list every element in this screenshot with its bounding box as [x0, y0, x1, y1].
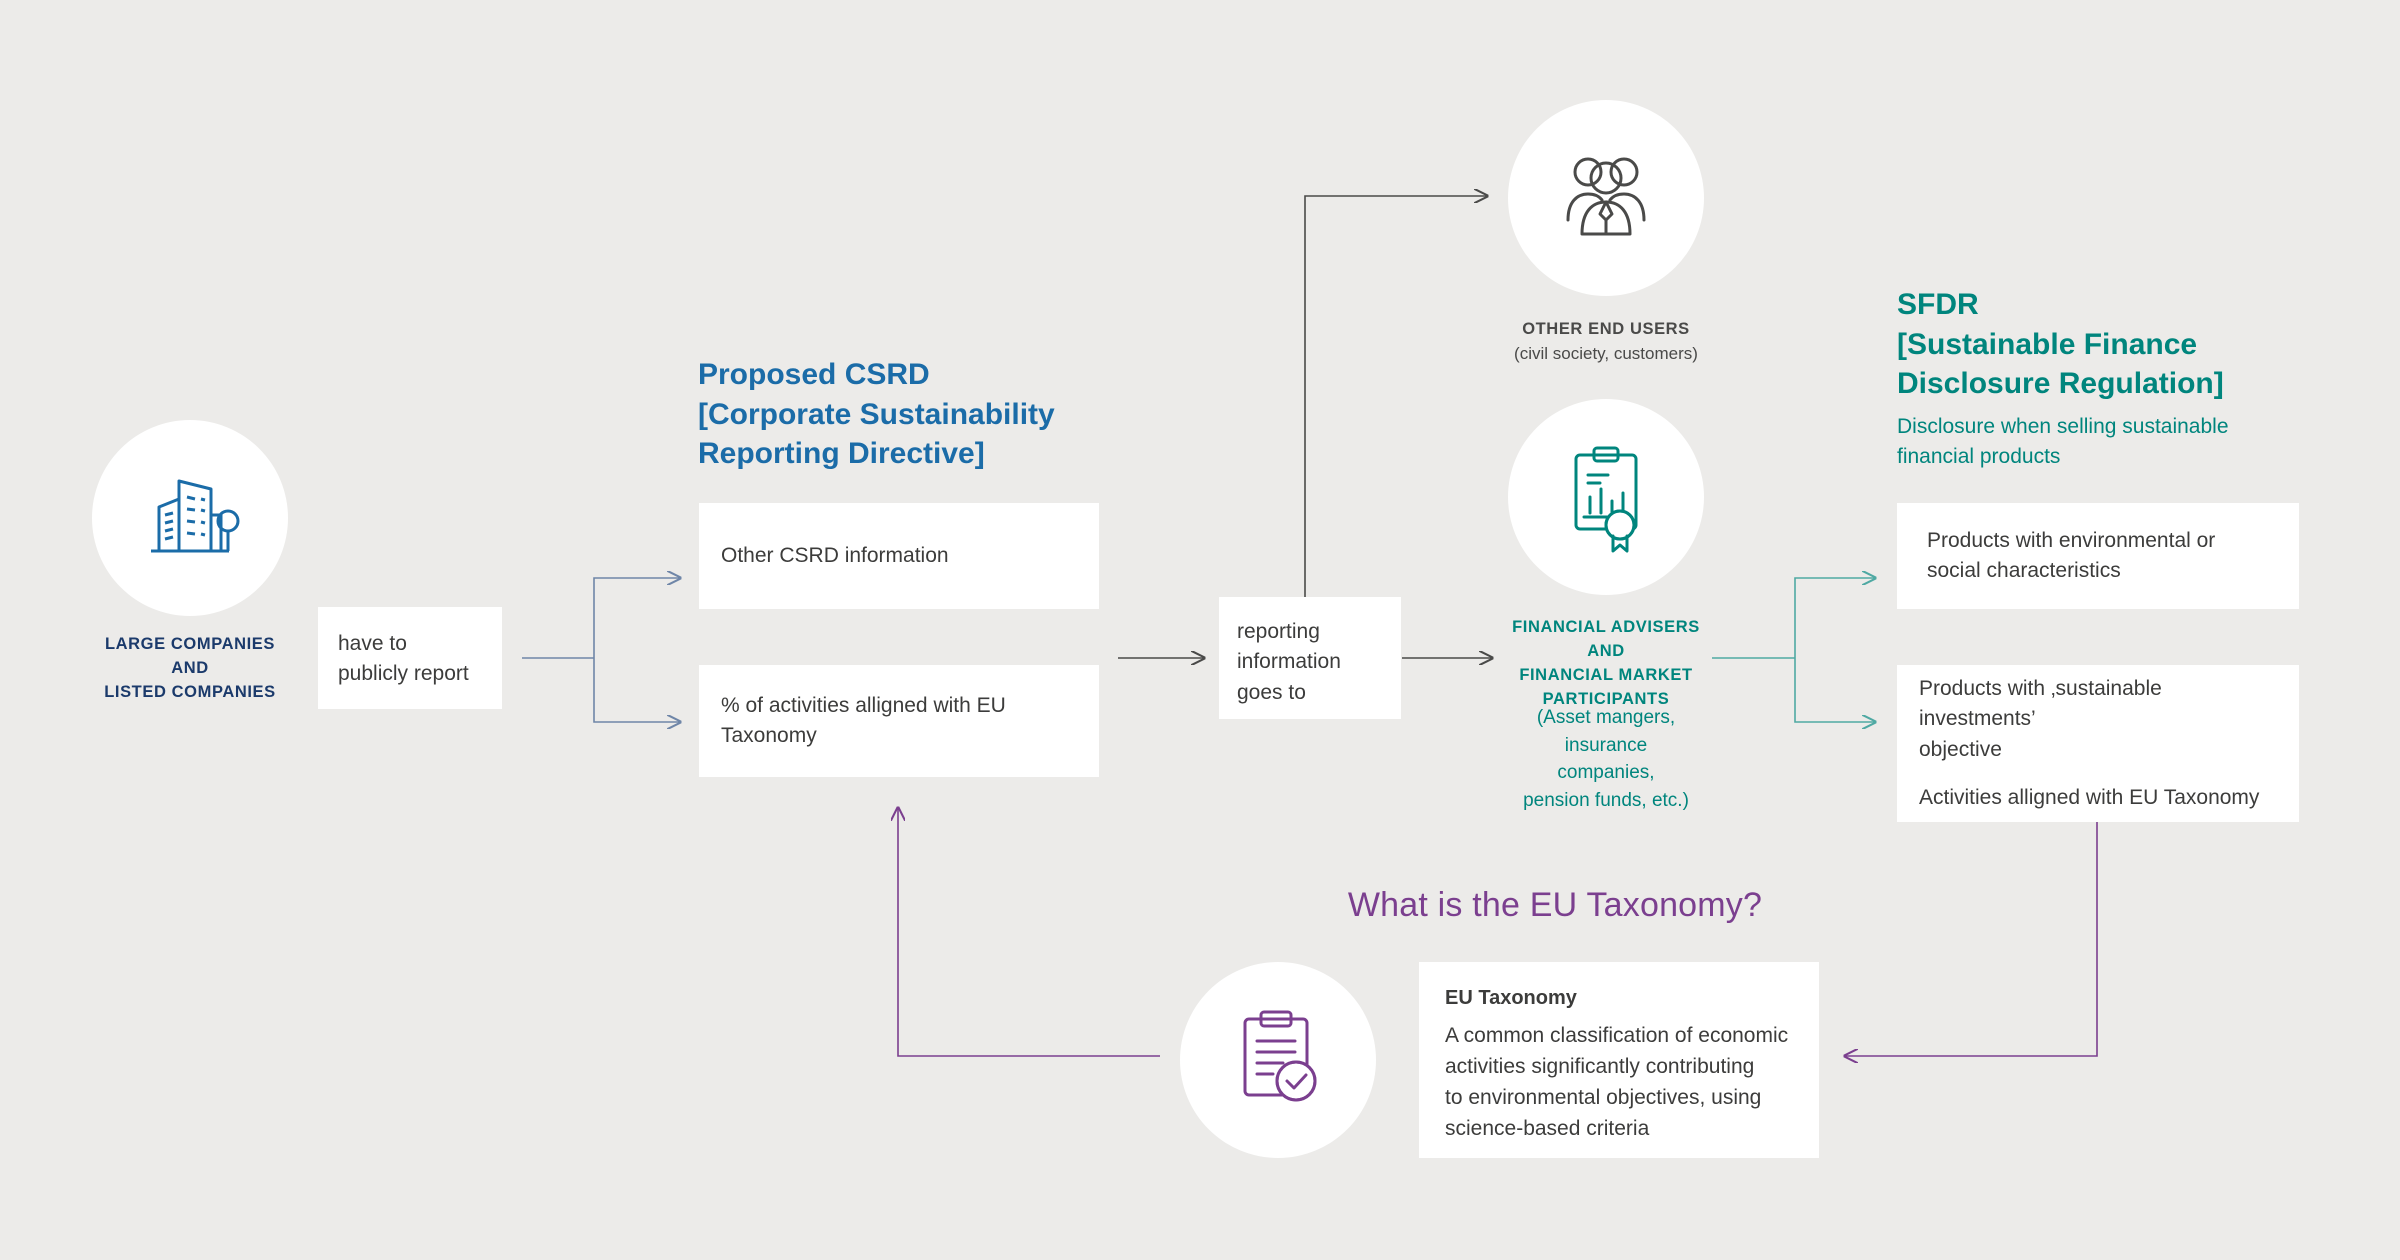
sfdr-headline-line1: SFDR — [1897, 288, 1979, 321]
eu-taxonomy-question: What is the EU Taxonomy? — [1347, 886, 1763, 924]
eu-taxonomy-icon-circle — [1180, 962, 1376, 1158]
other-end-users-label — [1456, 318, 1756, 367]
eu-taxonomy-desc-line2: activities significantly contributing — [1445, 1054, 1755, 1078]
large-companies-icon-circle — [92, 420, 288, 616]
sfdr-box2-line1: Products with ‚sustainable investments’ — [1919, 676, 2162, 731]
publicly-report-line1: have to — [338, 632, 407, 655]
sfdr-box2-line3: Activities alligned with EU Taxonomy — [1919, 785, 2260, 809]
csrd-headline-line3: Reporting Directive] — [698, 437, 985, 471]
large-companies-label-line3: LISTED COMPANIES — [104, 682, 276, 701]
sfdr-box1-line1: Products with environmental or — [1927, 528, 2216, 552]
financial-advisers-sub-line1: (Asset mangers, — [1536, 707, 1676, 728]
large-companies-label-line1: LARGE COMPANIES — [104, 635, 276, 653]
financial-advisers-line3: FINANCIAL MARKET — [1519, 665, 1693, 684]
sfdr-description-line2: financial products — [1897, 444, 2061, 468]
financial-advisers-label — [1480, 616, 1732, 712]
sfdr-box1-line2: social characteristics — [1927, 559, 2121, 582]
financial-advisers-sub — [1480, 704, 1732, 814]
financial-advisers-sub-line3: companies, — [1557, 762, 1655, 784]
csrd-other-information-box — [699, 503, 1099, 609]
other-end-users-label-text: OTHER END USERS — [1522, 320, 1690, 338]
sfdr-products-characteristics-box — [1897, 503, 2299, 609]
report-certificate-icon — [1550, 441, 1662, 553]
csrd-headline-line1: Proposed CSRD — [698, 358, 930, 391]
people-group-icon — [1550, 142, 1662, 254]
sfdr-description — [1897, 412, 2297, 472]
clipboard-check-icon — [1223, 1005, 1333, 1115]
large-companies-label — [60, 633, 320, 705]
large-companies-label-line2: AND — [171, 658, 209, 677]
reporting-information-box — [1219, 597, 1401, 719]
csrd-taxonomy-alignment-box — [699, 665, 1099, 777]
eu-taxonomy-description-box — [1419, 962, 1819, 1158]
reporting-line2: information — [1237, 650, 1341, 674]
sfdr-headline-line3: Disclosure Regulation] — [1897, 367, 2224, 401]
financial-advisers-line4: PARTICIPANTS — [1542, 689, 1670, 708]
csrd-headline — [698, 355, 1118, 474]
financial-advisers-icon-circle — [1508, 399, 1704, 595]
financial-advisers-sub-line2: insurance — [1564, 734, 1648, 756]
csrd-headline-line2: [Corporate Sustainability — [698, 397, 1055, 431]
financial-advisers-line1: FINANCIAL ADVISERS — [1512, 618, 1700, 636]
sfdr-headline-line2: [Sustainable Finance — [1897, 327, 2198, 361]
reporting-line3: goes to — [1237, 680, 1306, 704]
buildings-icon — [135, 463, 245, 573]
other-end-users-icon-circle — [1508, 100, 1704, 296]
reporting-line1: reporting — [1237, 620, 1320, 643]
sfdr-box2-line2: objective — [1919, 737, 2002, 761]
publicly-report-line2: publicly report — [338, 662, 469, 686]
eu-taxonomy-desc-line4: science-based criteria — [1445, 1116, 1650, 1140]
sfdr-description-line1: Disclosure when selling sustainable — [1897, 415, 2229, 438]
publicly-report-box — [318, 607, 502, 709]
sfdr-headline — [1897, 285, 2317, 404]
other-end-users-sub: (civil society, customers) — [1514, 343, 1698, 363]
csrd-other-information-text: Other CSRD information — [721, 543, 949, 567]
eu-taxonomy-desc-line1: A common classification of economic — [1445, 1023, 1789, 1047]
financial-advisers-line2: AND — [1587, 641, 1625, 660]
csrd-taxonomy-alignment-text: % of activities alligned with EU Taxonomy — [721, 693, 1006, 747]
sfdr-sustainable-investments-box — [1897, 665, 2299, 822]
eu-taxonomy-desc-line3: to environmental objectives, using — [1445, 1085, 1762, 1109]
eu-taxonomy-box-title: EU Taxonomy — [1445, 987, 1577, 1009]
financial-advisers-sub-line4: pension funds, etc.) — [1523, 789, 1689, 811]
